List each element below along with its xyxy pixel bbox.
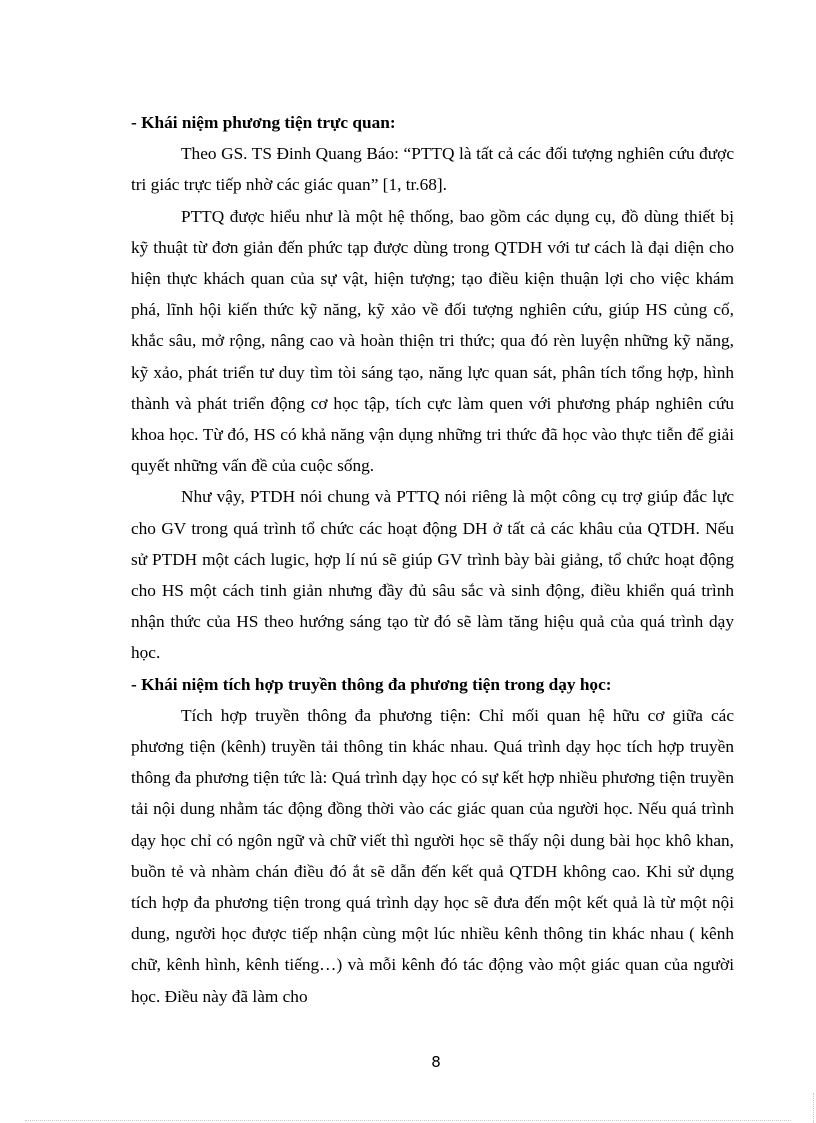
section-heading-multimedia: - Khái niệm tích hợp truyền thông đa phương tiện trong dạy học:: [131, 674, 612, 694]
paragraph-visual-aids-explanation: PTTQ được hiểu như là một hệ thống, bao gồm các dụng cụ, đồ dùng thiết bị kỹ thuật từ đơn giản đến phức tạp được dùng trong QTDH với tư cách là đại diện cho hiện thực khách quan của sự vật, hiện tượng; tạo điều kiện thuận lợi cho việc khám phá, lĩnh hội kiến thức kỹ năng, kỹ xảo về đối tượng nghiên cứu, giúp HS củng cố, khắc sâu, mở rộng, nâng cao và hoàn thiện tri thức; qua đó rèn luyện những kỹ năng, kỹ xảo, phát triển tư duy tìm tòi sáng tạo, năng lực quan sát, phân tích tổng hợp, hình thành và phát triển động cơ học tập, tích cực làm quen với phương pháp nghiên cứu khoa học. Từ đó, HS có khả năng vận dụng những tri thức đã học vào thực tiễn để giải quyết những vấn đề của cuộc sống.: [131, 206, 734, 476]
page-number: 8: [431, 1053, 441, 1071]
paragraph-definition-quote: Theo GS. TS Đinh Quang Báo: “PTTQ là tất cả các đối tượng nghiên cứu được tri giác trực tiếp nhờ các giác quan” [1, tr.68].: [131, 144, 734, 195]
paragraph-teaching-tools-role: Như vậy, PTDH nói chung và PTTQ nói riêng là một công cụ trợ giúp đắc lực cho GV trong quá trình tổ chức các hoạt động DH ở tất cả các khâu của QTDH. Nếu sử PTDH một cách lugic, hợp lí nú sẽ giúp GV trình bày bài giảng, tổ chức hoạt động cho HS một cách tinh giản nhưng đầy đủ sâu sắc và sinh động, điều khiển quá trình nhận thức của HS theo hướng sáng tạo từ đó sẽ làm tăng hiệu quả của quá trình dạy học.: [131, 487, 734, 663]
section-heading-visual-aids: - Khái niệm phương tiện trực quan:: [131, 113, 396, 132]
page-right-border: [813, 1093, 814, 1123]
paragraph-multimedia-integration: Tích hợp truyền thông đa phương tiện: Chỉ mối quan hệ hữu cơ giữa các phương tiện (kênh) truyền tải thông tin khác nhau. Quá trình dạy học tích hợp truyền thông đa phương tiện tức là: Quá trình dạy học có sự kết hợp nhiều phương tiện truyền tải nội dung nhằm tác động đồng thời vào các giác quan của người học. Nếu quá trình dạy học chỉ có ngôn ngữ và chữ viết thì người học sẽ thấy nội dung bài học khô khan, buồn tẻ và nhàm chán điều đó ắt sẽ dẫn đến kết quả QTDH không cao. Khi sử dụng tích hợp đa phương tiện trong quá trình dạy học sẽ đưa đến một kết quả là từ một nội dung, người học được tiếp nhận cùng một lúc nhiều kênh thông tin khác nhau ( kênh chữ, kênh hình, kênh tiếng…) và mỗi kênh đó tác động vào một giác quan của người học. Điều này đã làm cho: [131, 705, 734, 1006]
page-bottom-border: [25, 1120, 791, 1121]
page-body: [131, 107, 734, 1012]
